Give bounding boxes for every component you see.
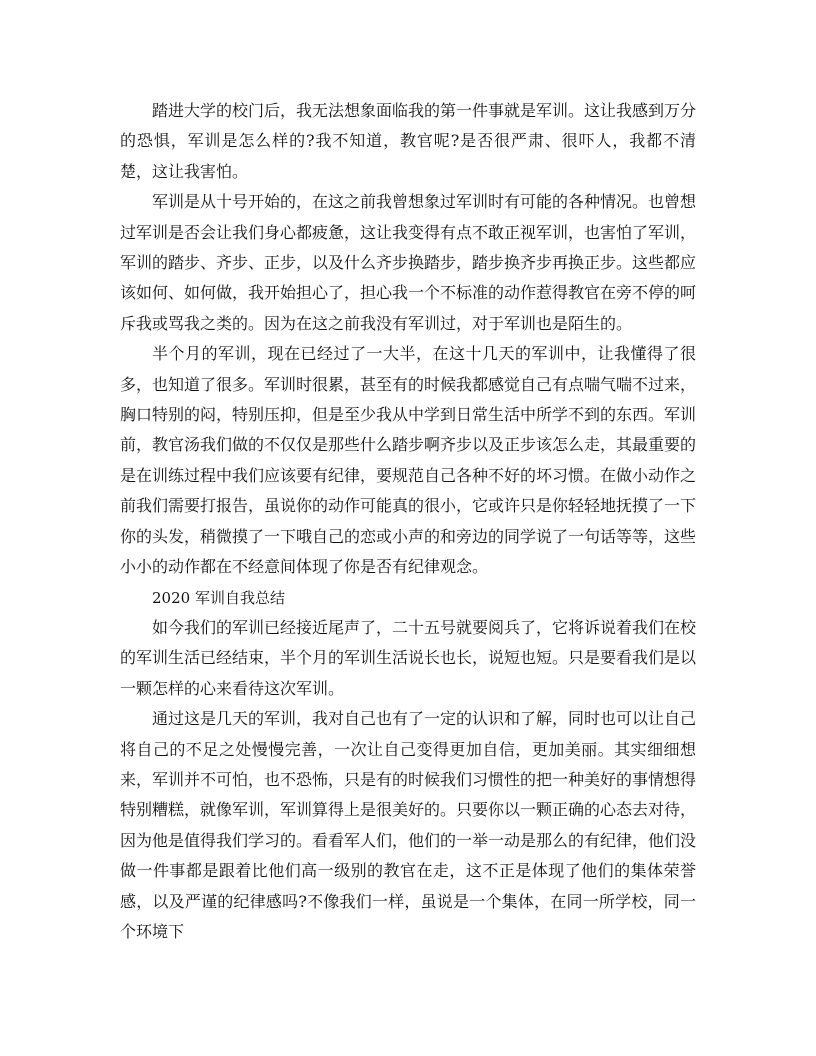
paragraph-intro: 踏进大学的校门后，我无法想象面临我的第一件事就是军训。这让我感到万分的恐惧，军训是怎么样的?我不知道，教官呢?是否很严肃、很吓人，我都不清楚，这让我害怕。 bbox=[120, 101, 697, 181]
paragraph-half-month: 半个月的军训，现在已经过了一大半，在这十几天的军训中，让我懂得了很多，也知道了很多。军训时很累，甚至有的时候我都感觉自己有点喘气喘不过来，胸口特别的闷，特别压抑，但是至少我从中学到日常生活中所学不到的东西。军训前，教官汤我们做的不仅仅是那些什么踏步啊齐步以及正步该怎么走，其最重要的是在训练过程中我们应该要有纪律，要规范自己各种不好的坏习惯。在做小动作之前我们需要打报告，虽说你的动作可能真的很小，它或许只是你轻轻地抚摸了一下你的头发，稍微摸了一下哦自己的恋或小声的和旁边的同学说了一句话等等，这些小小的动作都在不经意间体现了你是否有纪律观念。 bbox=[120, 344, 697, 577]
section-heading: 2020 军训自我总结 bbox=[152, 588, 285, 607]
paragraph-reflection: 通过这是几天的军训，我对自己也有了一定的认识和了解，同时也可以让自己将自己的不足之处慢慢完善，一次让自己变得更加自信，更加美丽。其实细细想来，军训并不可怕，也不恐怖，只是有的时候我们习惯性的把一种美好的事情想得特别糟糕，就像军训，军训算得上是很美好的。只要你以一颗正确的心态去对待，因为他是值得我们学习的。看看军人们，他们的一举一动是那么的有纪律，他们没做一件事都是跟着比他们高一级别的教官在走，这不正是体现了他们的集体荣誉感，以及严谨的纪律感吗?不像我们一样，虽说是一个集体，在同一所学校，同一个环境下 bbox=[120, 709, 697, 941]
document-page bbox=[120, 96, 696, 947]
paragraph-ending: 如今我们的军训已经接近尾声了，二十五号就要阅兵了，它将诉说着我们在校的军训生活已经结束，半个月的军训生活说长也长，说短也短。只是要看我们是以一颗怎样的心来看待这次军训。 bbox=[120, 617, 697, 698]
paragraph-training-start: 军训是从十号开始的，在这之前我曾想象过军训时有可能的各种情况。也曾想过军训是否会让我们身心都疲惫，这让我变得有点不敢正视军训，也害怕了军训，军训的踏步、齐步、正步，以及什么齐步换踏步，踏步换齐步再换正步。这些都应该如何、如何做，我开始担心了，担心我一个不标准的动作惹得教官在旁不停的呵斥我或骂我之类的。因为在这之前我没有军训过，对于军训也是陌生的。 bbox=[120, 192, 697, 333]
